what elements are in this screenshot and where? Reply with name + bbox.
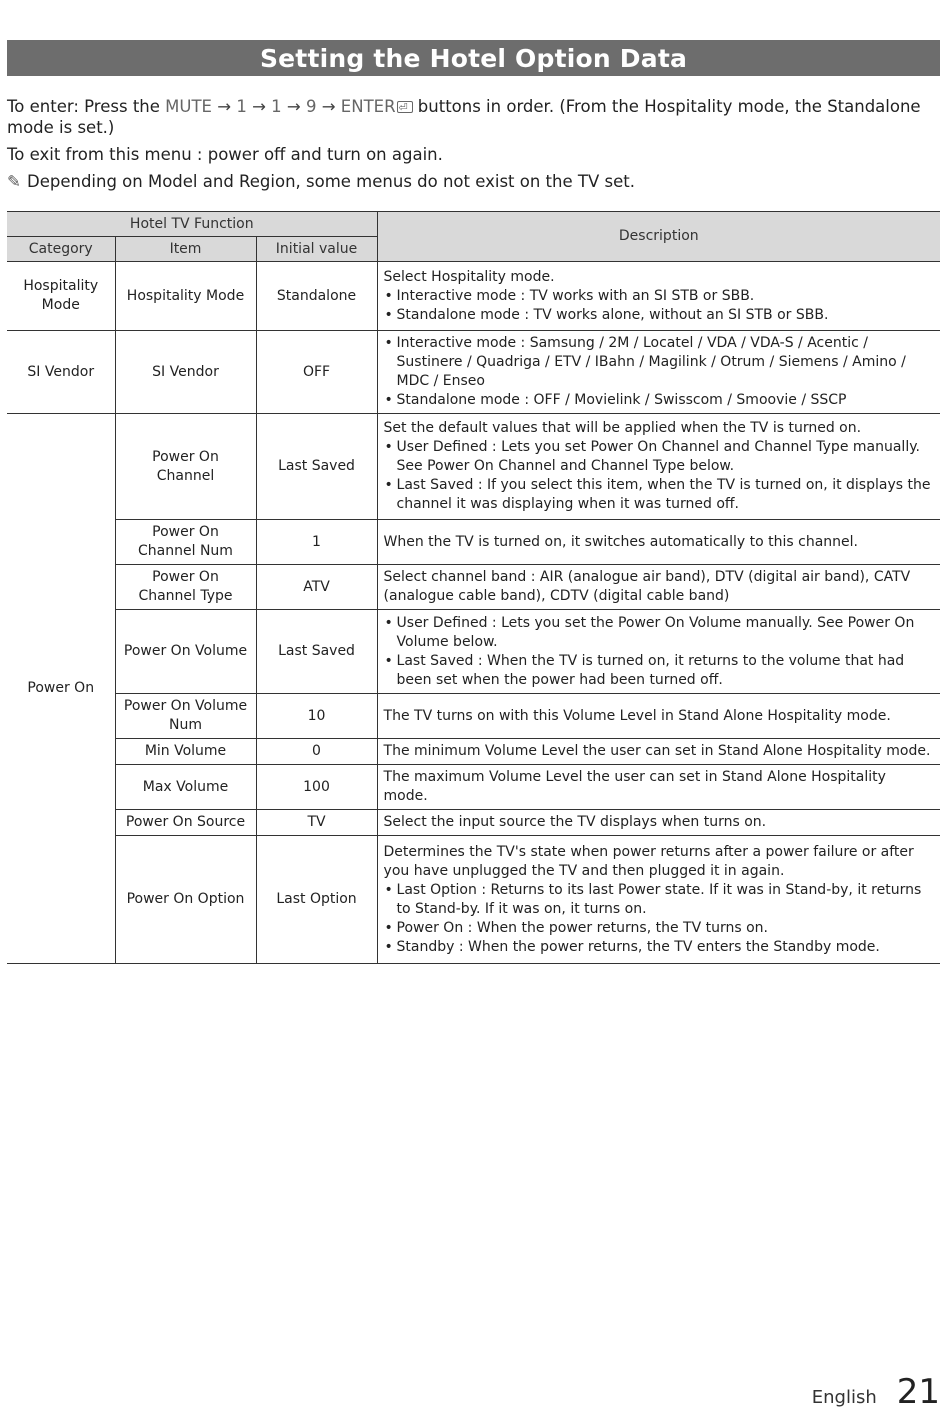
description-lead: Select Hospitality mode. [383, 268, 555, 285]
enter-key: ENTER [340, 97, 396, 116]
initial-value-cell: Last Option [256, 836, 377, 964]
description-cell [377, 262, 940, 331]
item-cell: Min Volume [115, 739, 256, 765]
enter-prefix: To enter: Press the [7, 97, 160, 116]
category-cell: Hospitality Mode [7, 262, 115, 331]
description-cell [377, 414, 940, 520]
item-cell: Max Volume [115, 765, 256, 810]
item-header: Item [115, 237, 256, 262]
table-row [7, 331, 940, 414]
list-item: • User Defined : Lets you set the Power On Volume manually. See Power On Volume below. [384, 614, 935, 652]
arrow-icon: → [286, 97, 301, 116]
digit-key-1: 1 [236, 97, 247, 116]
table-row [7, 694, 940, 739]
item-cell: Power On Option [115, 836, 256, 964]
description-cell: Select the input source the TV displays when turns on. [377, 810, 940, 836]
arrow-icon: → [252, 97, 266, 116]
initial-value-cell: 0 [256, 739, 377, 765]
description-cell: The minimum Volume Level the user can set in Stand Alone Hospitality mode. [377, 739, 940, 765]
table-row [7, 810, 940, 836]
list-item: • Standalone mode : TV works alone, without an SI STB or SBB. [384, 306, 935, 325]
page-title: Setting the Hotel Option Data [259, 43, 688, 73]
initial-value-cell: Last Saved [256, 414, 377, 520]
description-lead: Determines the TV's state when power returns after a power failure or after you have unplugged the TV and then plugged it in again. [383, 843, 914, 879]
enter-instructions [7, 96, 937, 138]
description-cell [377, 331, 940, 414]
exit-instructions: To exit from this menu : power off and turn on again. [7, 145, 443, 164]
initial-value-cell: Standalone [256, 262, 377, 331]
table-row [7, 262, 940, 331]
table-row [7, 414, 940, 520]
arrow-icon: → [217, 97, 232, 116]
list-item: • Last Option : Returns to its last Power state. If it was in Stand-by, it returns to Stand-by. If it was on, it turns on. [384, 881, 935, 919]
description-header: Description [377, 212, 940, 262]
description-cell [377, 610, 940, 694]
page-footer [812, 1372, 940, 1412]
list-item: • Standby : When the power returns, the TV enters the Standby mode. [384, 938, 935, 957]
page-title-bar [7, 40, 940, 76]
intro-text [7, 96, 937, 192]
item-cell: Power On Channel Num [115, 520, 256, 565]
enter-key-icon [397, 101, 413, 113]
table-row [7, 565, 940, 610]
description-cell [377, 836, 940, 964]
initial-value-header: Initial value [256, 237, 377, 262]
description-cell: Select channel band : AIR (analogue air band), DTV (digital air band), CATV (analogue cable band), CDTV (digital cable band) [377, 565, 940, 610]
model-note [7, 171, 937, 192]
page-number: 21 [896, 1372, 940, 1412]
item-cell: SI Vendor [115, 331, 256, 414]
hotel-option-table [7, 211, 940, 964]
list-item: • Interactive mode : TV works with an SI STB or SBB. [384, 287, 935, 306]
list-item: • Interactive mode : Samsung / 2M / Locatel / VDA / VDA-S / Acentic / Sustinere / Quadriga / ETV / IBahn / Magilink / Otrum / Siemens / Amino / MDC / Enseo [384, 334, 935, 391]
list-item: • User Defined : Lets you set Power On Channel and Channel Type manually. See Power On Channel and Channel Type below. [384, 438, 935, 476]
list-item: • Last Saved : If you select this item, when the TV is turned on, it displays the channel it was displaying when it was turned off. [384, 476, 935, 514]
enter-suffix: buttons in order. (From the Hospitality mode, the Standalone mode is set.) [7, 97, 921, 137]
table-header-row [7, 212, 940, 237]
item-cell: Power On Channel [115, 414, 256, 520]
item-cell: Power On Channel Type [115, 565, 256, 610]
initial-value-cell: 100 [256, 765, 377, 810]
table-row [7, 739, 940, 765]
group-header: Hotel TV Function [7, 212, 377, 237]
initial-value-cell: OFF [256, 331, 377, 414]
item-cell: Power On Source [115, 810, 256, 836]
item-cell: Hospitality Mode [115, 262, 256, 331]
initial-value-cell: ATV [256, 565, 377, 610]
description-cell: The maximum Volume Level the user can set in Stand Alone Hospitality mode. [377, 765, 940, 810]
description-lead: Set the default values that will be applied when the TV is turned on. [383, 420, 862, 436]
pencil-note-icon: ✎ [7, 172, 21, 191]
item-cell: Power On Volume [115, 610, 256, 694]
category-header: Category [7, 237, 115, 262]
description-cell: The TV turns on with this Volume Level in Stand Alone Hospitality mode. [377, 694, 940, 739]
list-item: • Power On : When the power returns, the TV turns on. [384, 919, 935, 938]
initial-value-cell: 1 [256, 520, 377, 565]
note-text: Depending on Model and Region, some menus do not exist on the TV set. [27, 172, 635, 191]
list-item: • Last Saved : When the TV is turned on, it returns to the volume that had been set when the power had been turned off. [384, 652, 935, 690]
category-cell: Power On [7, 414, 115, 964]
list-item: • Standalone mode : OFF / Movielink / Swisscom / Smoovie / SSCP [384, 391, 935, 410]
description-cell: When the TV is turned on, it switches automatically to this channel. [377, 520, 940, 565]
category-cell: SI Vendor [7, 331, 115, 414]
table-row [7, 836, 940, 964]
initial-value-cell: TV [256, 810, 377, 836]
mute-key: MUTE [165, 97, 212, 116]
table-row [7, 610, 940, 694]
footer-language: English [811, 1387, 877, 1408]
arrow-icon: → [321, 97, 336, 116]
digit-key-3: 9 [305, 97, 317, 116]
initial-value-cell: 10 [256, 694, 377, 739]
table-row [7, 520, 940, 565]
item-cell: Power On Volume Num [115, 694, 256, 739]
table-row [7, 765, 940, 810]
digit-key-2: 1 [271, 97, 282, 116]
initial-value-cell: Last Saved [256, 610, 377, 694]
